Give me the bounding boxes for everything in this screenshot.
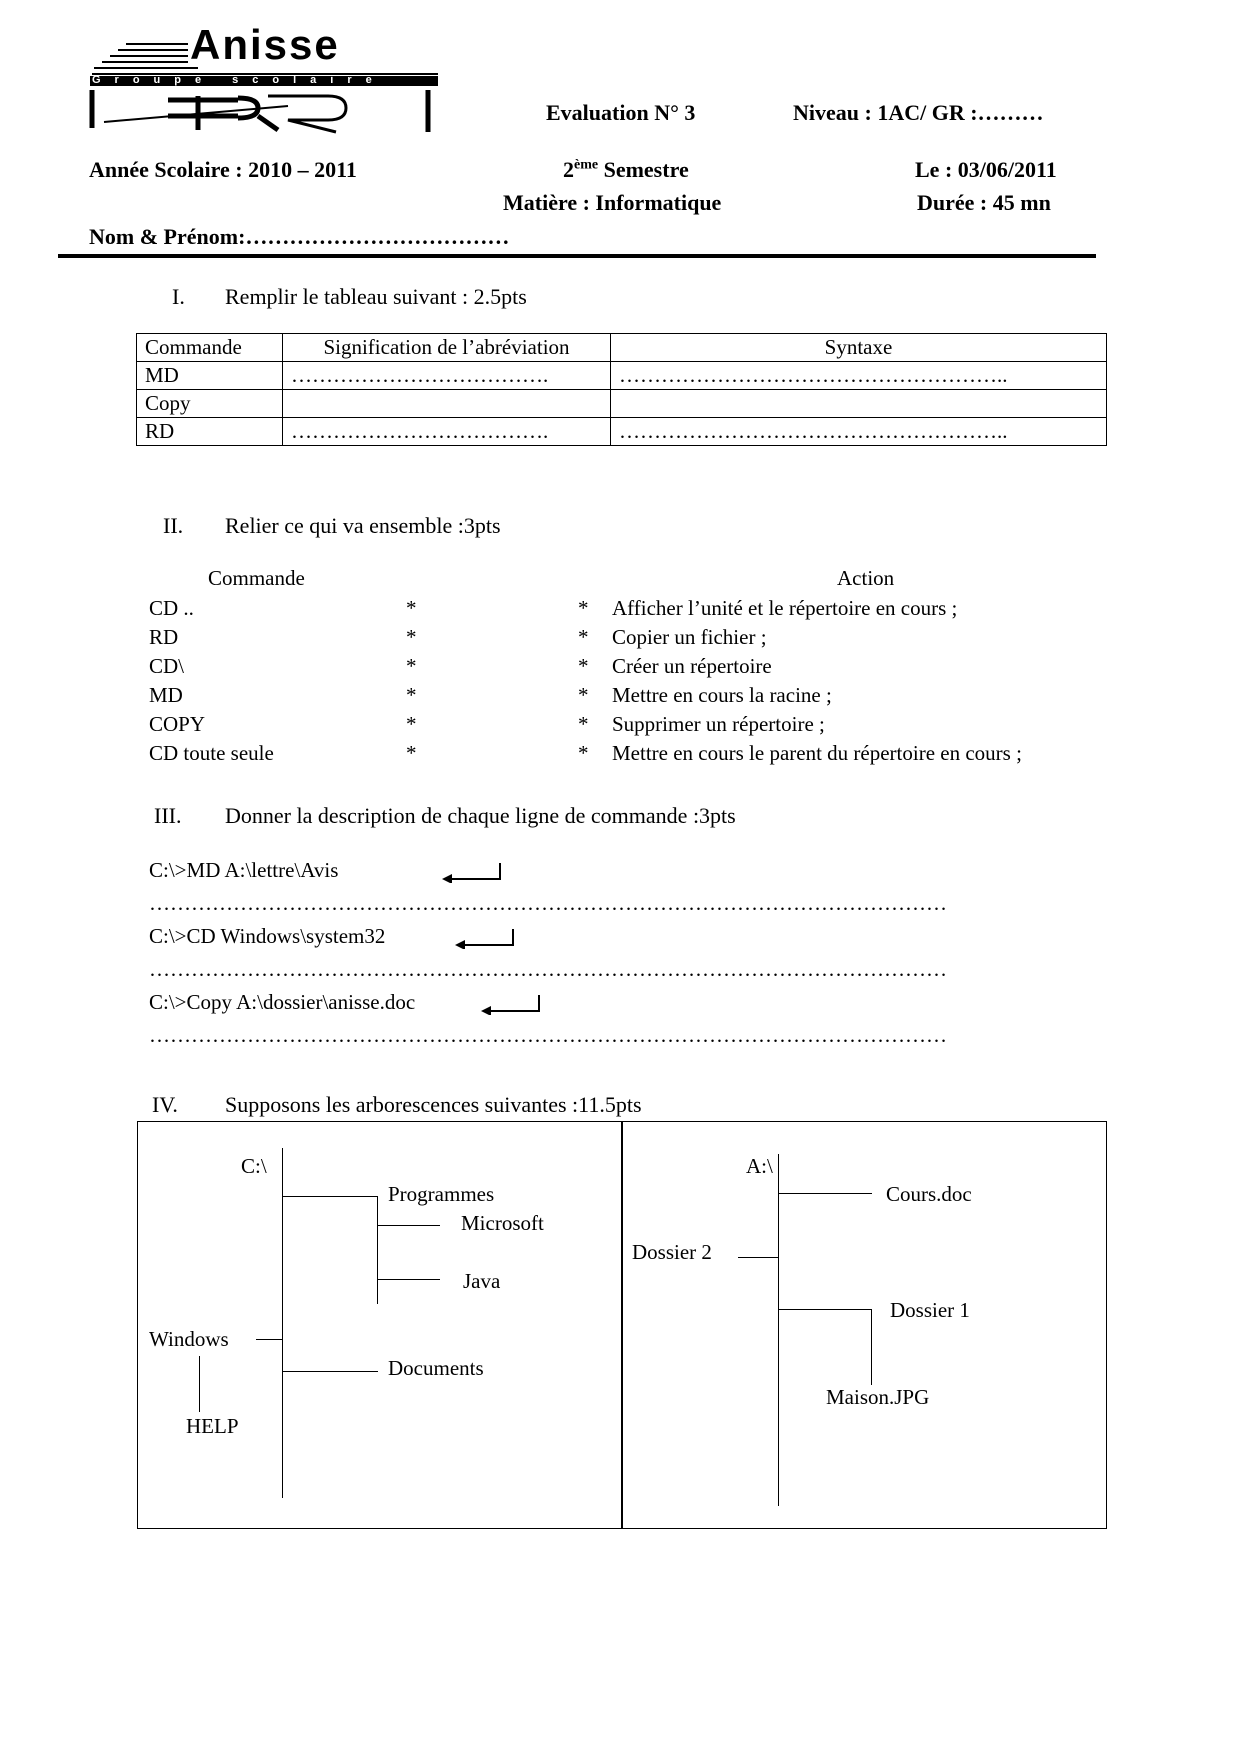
q2-star-left[interactable]: * <box>406 596 417 620</box>
tree-line <box>778 1309 872 1310</box>
tree-a-box <box>621 1121 1107 1529</box>
tree-line <box>199 1356 200 1412</box>
exam-date: Le : 03/06/2011 <box>915 157 1057 182</box>
q2-star-left[interactable]: * <box>406 625 417 649</box>
tree-line <box>377 1196 378 1304</box>
evaluation-number: Evaluation N° 3 <box>546 100 696 125</box>
table-cell <box>283 390 611 418</box>
q2-command-item: COPY <box>149 712 206 736</box>
tree-a-dossier2: Dossier 2 <box>632 1240 712 1264</box>
q2-star-left[interactable]: * <box>406 654 417 678</box>
table-header-row <box>137 334 1107 362</box>
duration: Durée : 45 mn <box>917 190 1051 215</box>
enter-icon <box>453 927 515 954</box>
q2-action-item: Créer un répertoire <box>612 654 772 678</box>
q2-star-right[interactable]: * <box>578 741 589 765</box>
q2-action-item: Mettre en cours le parent du répertoire en cours ; <box>612 741 1022 765</box>
tree-line <box>871 1309 872 1385</box>
header-rule <box>58 254 1096 258</box>
tree-c-help: HELP <box>186 1414 239 1438</box>
niveau: Niveau : 1AC/ GR :……… <box>793 100 1044 125</box>
command-line-2: C:\>CD Windows\system32 <box>149 924 386 948</box>
command-line-1: C:\>MD A:\lettre\Avis <box>149 858 339 882</box>
q2-star-left[interactable]: * <box>406 741 417 765</box>
tree-line <box>738 1257 778 1258</box>
q3-number: III. <box>154 803 182 828</box>
q2-command-item: CD .. <box>149 596 194 620</box>
answer-line-3: …………………………………………………………………………………………………… <box>149 1023 947 1047</box>
answer-line-1: …………………………………………………………………………………………………… <box>149 891 947 915</box>
q4-number: IV. <box>152 1092 178 1117</box>
school-year: Année Scolaire : 2010 – 2011 <box>89 157 357 182</box>
tree-c-documents: Documents <box>388 1356 484 1380</box>
tree-line <box>282 1196 378 1197</box>
q1-table <box>136 333 1107 446</box>
q2-star-right[interactable]: * <box>578 596 589 620</box>
tree-c-root: C:\ <box>241 1154 267 1178</box>
tree-line <box>377 1225 440 1226</box>
semester-superscript: ème <box>574 157 599 173</box>
q2-command-item: RD <box>149 625 179 649</box>
logo-subtitle: Groupe scolaire <box>92 74 386 86</box>
q1-number: I. <box>172 284 185 309</box>
q4-title: Supposons les arborescences suivantes :11.5pts <box>225 1092 642 1117</box>
semester-number: 2 <box>563 157 574 182</box>
logo-text: Anisse <box>190 21 340 68</box>
tree-a-root: A:\ <box>746 1154 773 1178</box>
table-row <box>137 362 1107 390</box>
tree-line <box>282 1148 283 1498</box>
subject: Matière : Informatique <box>503 190 722 215</box>
q2-command-item: CD toute seule <box>149 741 274 765</box>
enter-icon <box>479 993 541 1020</box>
tree-c-microsoft: Microsoft <box>461 1211 544 1235</box>
q2-star-right[interactable]: * <box>578 654 589 678</box>
q2-action-item: Mettre en cours la racine ; <box>612 683 832 707</box>
table-cell: MD <box>137 362 283 390</box>
enter-icon <box>440 861 502 888</box>
semester <box>563 157 689 183</box>
table-cell: ……………………………………………….. <box>611 362 1107 390</box>
q2-number: II. <box>163 513 184 538</box>
table-cell: Copy <box>137 390 283 418</box>
tree-c-box <box>137 1121 623 1529</box>
tree-c-windows: Windows <box>149 1327 229 1351</box>
table-header-cell: Signification de l’abréviation <box>283 334 611 362</box>
tree-line <box>377 1279 440 1280</box>
tree-line <box>256 1339 282 1340</box>
q2-col-command: Commande <box>208 566 305 590</box>
q1-title: Remplir le tableau suivant : 2.5pts <box>225 284 527 309</box>
table-header-cell: Syntaxe <box>611 334 1107 362</box>
q2-action-item: Supprimer un répertoire ; <box>612 712 825 736</box>
q2-action-item: Copier un fichier ; <box>612 625 767 649</box>
q2-command-item: CD\ <box>149 654 185 678</box>
q2-title: Relier ce qui va ensemble :3pts <box>225 513 501 538</box>
answer-line-2: …………………………………………………………………………………………………… <box>149 957 947 981</box>
q3-title: Donner la description de chaque ligne de commande :3pts <box>225 803 736 828</box>
table-cell: ………………………………. <box>283 362 611 390</box>
tree-line <box>778 1154 779 1506</box>
q2-action-item: Afficher l’unité et le répertoire en cours ; <box>612 596 958 620</box>
tree-c-java: Java <box>463 1269 501 1293</box>
q2-star-right[interactable]: * <box>578 683 589 707</box>
table-cell: RD <box>137 418 283 446</box>
command-line-3: C:\>Copy A:\dossier\anisse.doc <box>149 990 416 1014</box>
table-header-cell: Commande <box>137 334 283 362</box>
student-name-field: Nom & Prénom:……………………………… <box>89 224 510 249</box>
q2-star-right[interactable]: * <box>578 712 589 736</box>
tree-line <box>282 1371 378 1372</box>
q2-star-left[interactable]: * <box>406 712 417 736</box>
table-cell: ……………………………………………….. <box>611 418 1107 446</box>
tree-a-cours: Cours.doc <box>886 1182 972 1206</box>
table-row <box>137 390 1107 418</box>
tree-a-dossier1: Dossier 1 <box>890 1298 970 1322</box>
q2-command-item: MD <box>149 683 183 707</box>
tree-a-maison: Maison.JPG <box>826 1385 930 1409</box>
table-cell <box>611 390 1107 418</box>
table-cell: ………………………………. <box>283 418 611 446</box>
semester-label: Semestre <box>603 157 689 182</box>
q2-star-left[interactable]: * <box>406 683 417 707</box>
tree-line <box>778 1193 872 1194</box>
q2-col-action: Action <box>837 566 895 590</box>
table-row <box>137 418 1107 446</box>
q2-star-right[interactable]: * <box>578 625 589 649</box>
tree-c-programmes: Programmes <box>388 1182 495 1206</box>
